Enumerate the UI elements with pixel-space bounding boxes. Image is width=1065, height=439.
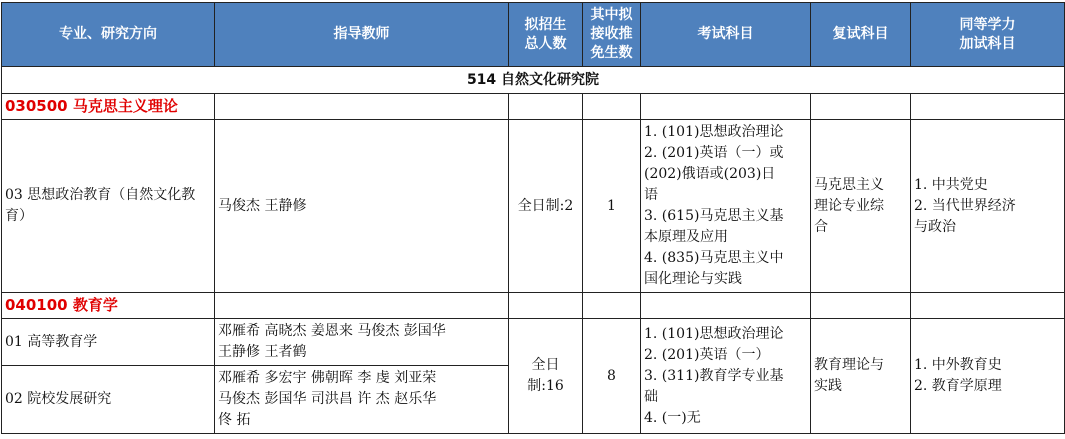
extra-subjects: 1. 中共党史 2. 当代世界经济 与政治 xyxy=(911,120,1065,293)
exempt-value: 8 xyxy=(583,319,641,434)
table-row xyxy=(2,319,1065,366)
extra-subjects: 1. 中外教育史 2. 教育学原理 xyxy=(911,319,1065,434)
direction-name: 02 院校发展研究 xyxy=(2,366,215,434)
major-title: 030500 马克思主义理论 xyxy=(2,94,215,120)
col-header-retest: 复试科目 xyxy=(811,3,911,67)
exam-subjects: 1. (101)思想政治理论 2. (201)英语（一） 3. (311)教育学专业基 础 4. (一)无 xyxy=(641,319,811,434)
col-header-extra: 同等学力 加试科目 xyxy=(911,3,1065,67)
col-header-quota: 拟招生 总人数 xyxy=(509,3,583,67)
quota-value: 全日制:2 xyxy=(509,120,583,293)
col-header-exam: 考试科目 xyxy=(641,3,811,67)
col-header-exempt: 其中拟 接收推 免生数 xyxy=(583,3,641,67)
institute-row xyxy=(2,67,1065,94)
header-row xyxy=(2,3,1065,67)
direction-name: 03 思想政治教育（自然文化教育） xyxy=(2,120,215,293)
exam-subjects: 1. (101)思想政治理论 2. (201)英语（一）或 (202)俄语或(203)日 语 3. (615)马克思主义基 本原理及应用 4. (835)马克思主义中 国化理论与实践 xyxy=(641,120,811,293)
admissions-table xyxy=(1,2,1065,434)
advisor-list: 邓雁希 高晓杰 姜恩来 马俊杰 彭国华 王静修 王者鹤 xyxy=(215,319,509,366)
major-row xyxy=(2,293,1065,319)
direction-name: 01 高等教育学 xyxy=(2,319,215,366)
retest-subjects: 教育理论与 实践 xyxy=(811,319,911,434)
advisor-list: 邓雁希 多宏宇 佛朝晖 李 虔 刘亚荣 马俊杰 彭国华 司洪昌 许 杰 赵乐华 佟 拓 xyxy=(215,366,509,434)
major-title: 040100 教育学 xyxy=(2,293,215,319)
major-row xyxy=(2,94,1065,120)
quota-value: 全日 制:16 xyxy=(509,319,583,434)
exempt-value: 1 xyxy=(583,120,641,293)
retest-subjects: 马克思主义 理论专业综 合 xyxy=(811,120,911,293)
col-header-major: 专业、研究方向 xyxy=(2,3,215,67)
table-row xyxy=(2,120,1065,293)
advisor-list: 马俊杰 王静修 xyxy=(215,120,509,293)
institute-name: 514 自然文化研究院 xyxy=(2,67,1065,94)
col-header-advisor: 指导教师 xyxy=(215,3,509,67)
